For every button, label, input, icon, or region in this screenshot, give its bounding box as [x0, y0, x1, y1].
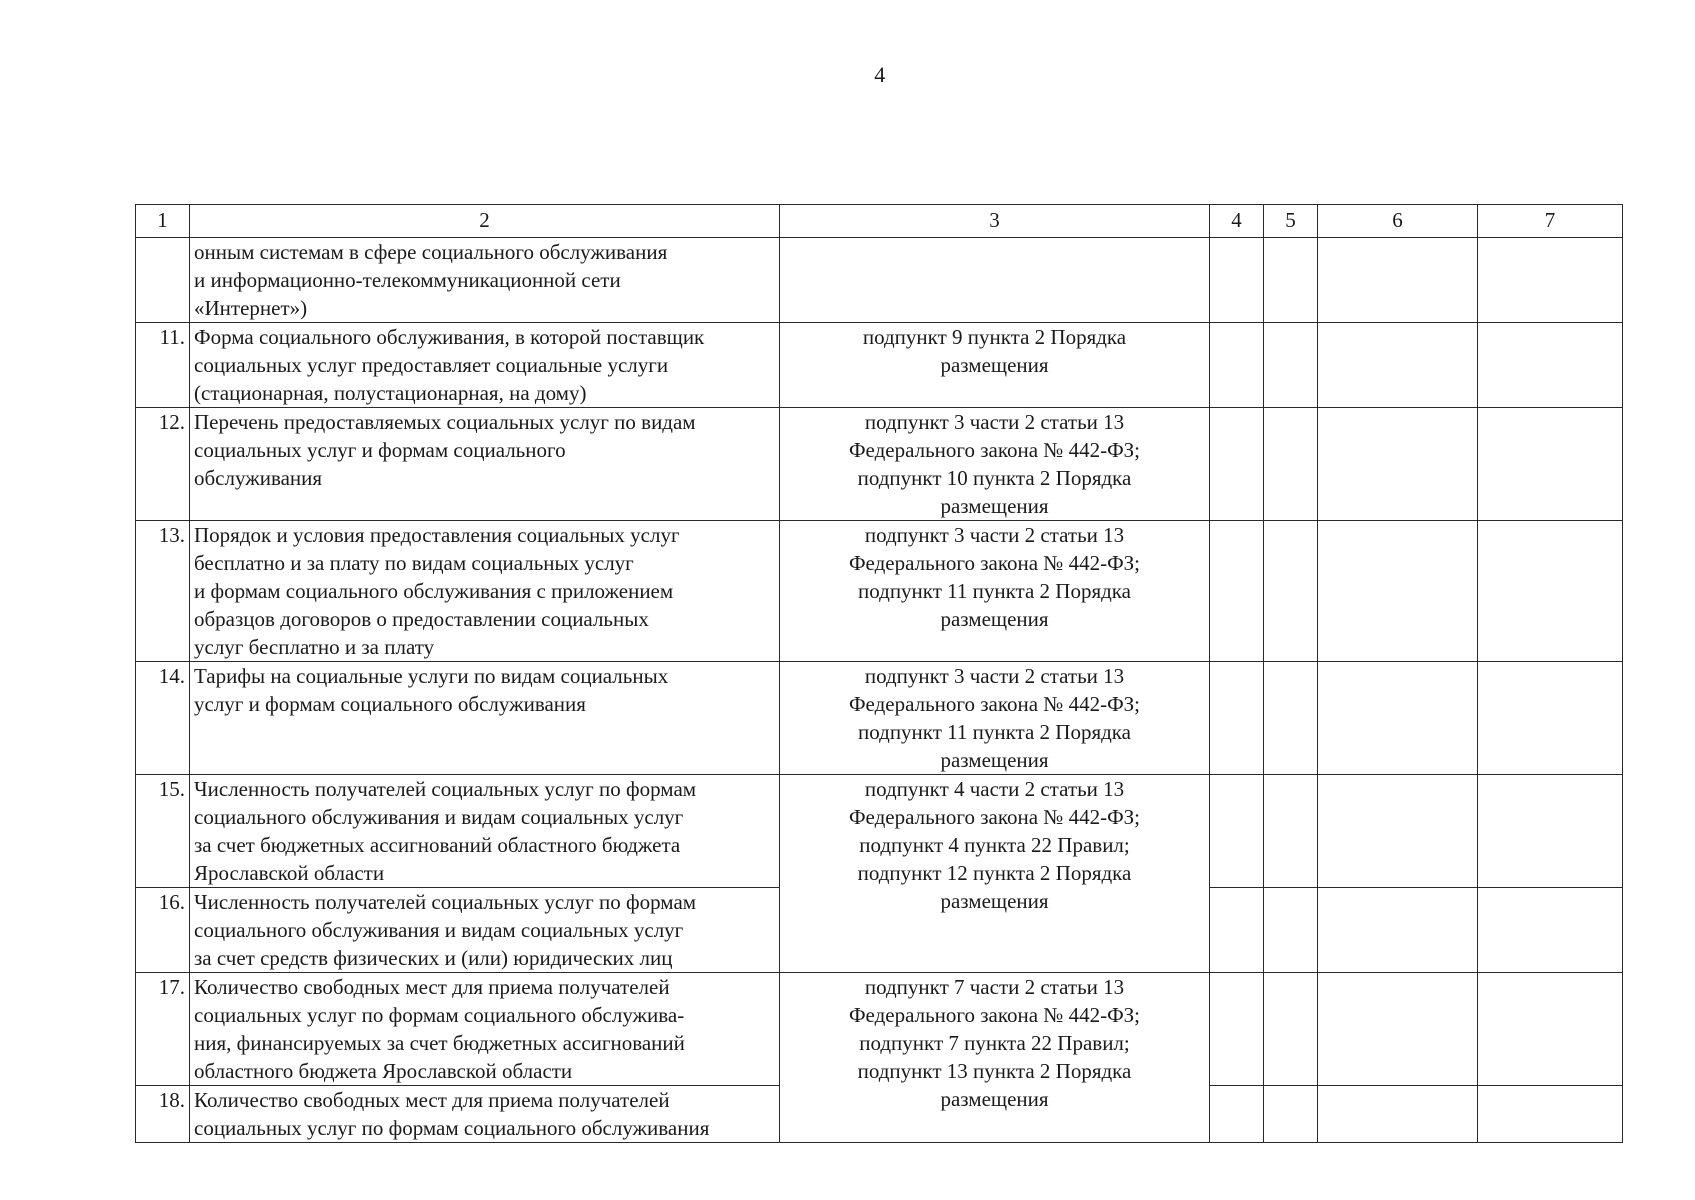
table-header-row	[136, 205, 1623, 238]
description-line: Порядок и условия предоставления социальных услуг	[194, 523, 680, 547]
document-table	[135, 204, 1623, 1143]
empty-cell	[1318, 662, 1478, 775]
row-legal-reference	[780, 408, 1210, 521]
column-header: 4	[1210, 205, 1264, 238]
empty-cell	[1478, 888, 1623, 973]
description-line: бесплатно и за плату по видам социальных услуг	[194, 551, 634, 575]
empty-cell	[1318, 408, 1478, 521]
description-line: за счет средств физических и (или) юридических лиц	[194, 946, 673, 970]
description-line: социальных услуг по формам социального обслуживания	[194, 1116, 710, 1140]
empty-cell	[1318, 1086, 1478, 1143]
row-number: 17.	[136, 973, 190, 1086]
empty-cell	[1210, 521, 1264, 662]
description-line: «Интернет»)	[194, 296, 308, 320]
empty-cell	[1210, 238, 1264, 323]
reference-line: размещения	[940, 1087, 1049, 1111]
reference-line: Федерального закона № 442-ФЗ;	[848, 1003, 1141, 1027]
row-description	[190, 238, 780, 323]
description-line: обслуживания	[194, 466, 323, 490]
description-line: Численность получателей социальных услуг по формам	[194, 890, 697, 914]
table-row	[136, 408, 1623, 521]
empty-cell	[1478, 662, 1623, 775]
empty-cell	[1264, 662, 1318, 775]
description-line: социальных услуг предоставляет социальные услуги	[194, 353, 669, 377]
reference-line: подпункт 13 пункта 2 Порядка	[857, 1059, 1132, 1083]
table-row	[136, 238, 1623, 323]
empty-cell	[1318, 238, 1478, 323]
description-line: социального обслуживания и видам социальных услуг	[194, 805, 684, 829]
row-description	[190, 1086, 780, 1143]
row-description	[190, 408, 780, 521]
reference-line: подпункт 9 пункта 2 Порядка	[862, 325, 1127, 349]
row-legal-reference	[780, 775, 1210, 973]
description-line: (стационарная, полустационарная, на дому)	[194, 381, 587, 405]
page-number: 4	[874, 62, 886, 87]
description-line: Численность получателей социальных услуг по формам	[194, 777, 697, 801]
row-description	[190, 323, 780, 408]
empty-cell	[1264, 775, 1318, 888]
row-number: 11.	[136, 323, 190, 408]
table-row	[136, 521, 1623, 662]
column-header: 6	[1318, 205, 1478, 238]
reference-line: подпункт 4 пункта 22 Правил;	[859, 833, 1130, 857]
description-line: Перечень предоставляемых социальных услуг по видам	[194, 410, 696, 434]
description-line: Тарифы на социальные услуги по видам социальных	[194, 664, 669, 688]
empty-cell	[1478, 238, 1623, 323]
row-number: 18.	[136, 1086, 190, 1143]
reference-line: Федерального закона № 442-ФЗ;	[848, 805, 1141, 829]
reference-line: размещения	[940, 494, 1049, 518]
description-line: услуг и формам социального обслуживания	[194, 692, 586, 716]
column-header: 2	[190, 205, 780, 238]
table-row	[136, 662, 1623, 775]
empty-cell	[1478, 408, 1623, 521]
reference-line: размещения	[940, 889, 1049, 913]
row-description	[190, 662, 780, 775]
description-line: за счет бюджетных ассигнований областного бюджета	[194, 833, 681, 857]
description-line: онным системам в сфере социального обслуживания	[194, 240, 668, 264]
table-row	[136, 973, 1623, 1086]
description-line: ния, финансируемых за счет бюджетных ассигнований	[194, 1031, 685, 1055]
description-line: социальных услуг и формам социального	[194, 438, 566, 462]
reference-line: Федерального закона № 442-ФЗ;	[848, 551, 1141, 575]
empty-cell	[1318, 973, 1478, 1086]
reference-line: подпункт 3 части 2 статьи 13	[864, 523, 1125, 547]
row-description	[190, 973, 780, 1086]
reference-line: Федерального закона № 442-ФЗ;	[848, 438, 1141, 462]
description-line: и формам социального обслуживания с приложением	[194, 579, 674, 603]
empty-cell	[1318, 323, 1478, 408]
reference-line: размещения	[940, 607, 1049, 631]
column-header: 5	[1264, 205, 1318, 238]
row-legal-reference	[780, 238, 1210, 323]
row-number: 13.	[136, 521, 190, 662]
empty-cell	[1264, 238, 1318, 323]
empty-cell	[1210, 973, 1264, 1086]
table-row	[136, 323, 1623, 408]
reference-line: подпункт 7 части 2 статьи 13	[864, 975, 1125, 999]
empty-cell	[1264, 408, 1318, 521]
description-line: социальных услуг по формам социального обслужива-	[194, 1003, 685, 1027]
reference-line: размещения	[940, 748, 1049, 772]
empty-cell	[1478, 323, 1623, 408]
empty-cell	[1318, 521, 1478, 662]
empty-cell	[1210, 1086, 1264, 1143]
empty-cell	[1210, 775, 1264, 888]
reference-line: подпункт 3 части 2 статьи 13	[864, 664, 1125, 688]
empty-cell	[1210, 662, 1264, 775]
reference-line: подпункт 10 пункта 2 Порядка	[857, 466, 1132, 490]
empty-cell	[1264, 888, 1318, 973]
row-legal-reference	[780, 521, 1210, 662]
row-number	[136, 238, 190, 323]
description-line: социального обслуживания и видам социальных услуг	[194, 918, 684, 942]
empty-cell	[1210, 888, 1264, 973]
reference-line: подпункт 4 части 2 статьи 13	[864, 777, 1125, 801]
empty-cell	[1478, 775, 1623, 888]
empty-cell	[1264, 521, 1318, 662]
empty-cell	[1478, 973, 1623, 1086]
reference-line: подпункт 11 пункта 2 Порядка	[858, 720, 1131, 744]
description-line: образцов договоров о предоставлении социальных	[194, 607, 649, 631]
row-legal-reference	[780, 662, 1210, 775]
reference-line: размещения	[940, 353, 1049, 377]
description-line: Количество свободных мест для приема получателей	[194, 975, 670, 999]
reference-line: подпункт 3 части 2 статьи 13	[864, 410, 1125, 434]
column-header: 7	[1478, 205, 1623, 238]
reference-line: Федерального закона № 442-ФЗ;	[848, 692, 1141, 716]
row-number: 12.	[136, 408, 190, 521]
row-legal-reference	[780, 973, 1210, 1143]
empty-cell	[1210, 408, 1264, 521]
empty-cell	[1264, 1086, 1318, 1143]
reference-line: подпункт 11 пункта 2 Порядка	[858, 579, 1131, 603]
row-description	[190, 775, 780, 888]
description-line: Количество свободных мест для приема получателей	[194, 1088, 670, 1112]
description-line: Ярославской области	[194, 861, 385, 885]
row-number: 16.	[136, 888, 190, 973]
empty-cell	[1264, 973, 1318, 1086]
empty-cell	[1318, 888, 1478, 973]
row-number: 14.	[136, 662, 190, 775]
table-row	[136, 775, 1623, 888]
description-line: услуг бесплатно и за плату	[194, 635, 435, 659]
row-legal-reference	[780, 323, 1210, 408]
description-line: областного бюджета Ярославской области	[194, 1059, 573, 1083]
empty-cell	[1478, 521, 1623, 662]
empty-cell	[1210, 323, 1264, 408]
description-line: и информационно-телекоммуникационной сети	[194, 268, 621, 292]
row-description	[190, 521, 780, 662]
reference-line: подпункт 7 пункта 22 Правил;	[859, 1031, 1130, 1055]
empty-cell	[1264, 323, 1318, 408]
reference-line: подпункт 12 пункта 2 Порядка	[857, 861, 1132, 885]
column-header: 1	[136, 205, 190, 238]
description-line: Форма социального обслуживания, в которой поставщик	[194, 325, 705, 349]
empty-cell	[1478, 1086, 1623, 1143]
column-header: 3	[780, 205, 1210, 238]
row-number: 15.	[136, 775, 190, 888]
empty-cell	[1318, 775, 1478, 888]
row-description	[190, 888, 780, 973]
